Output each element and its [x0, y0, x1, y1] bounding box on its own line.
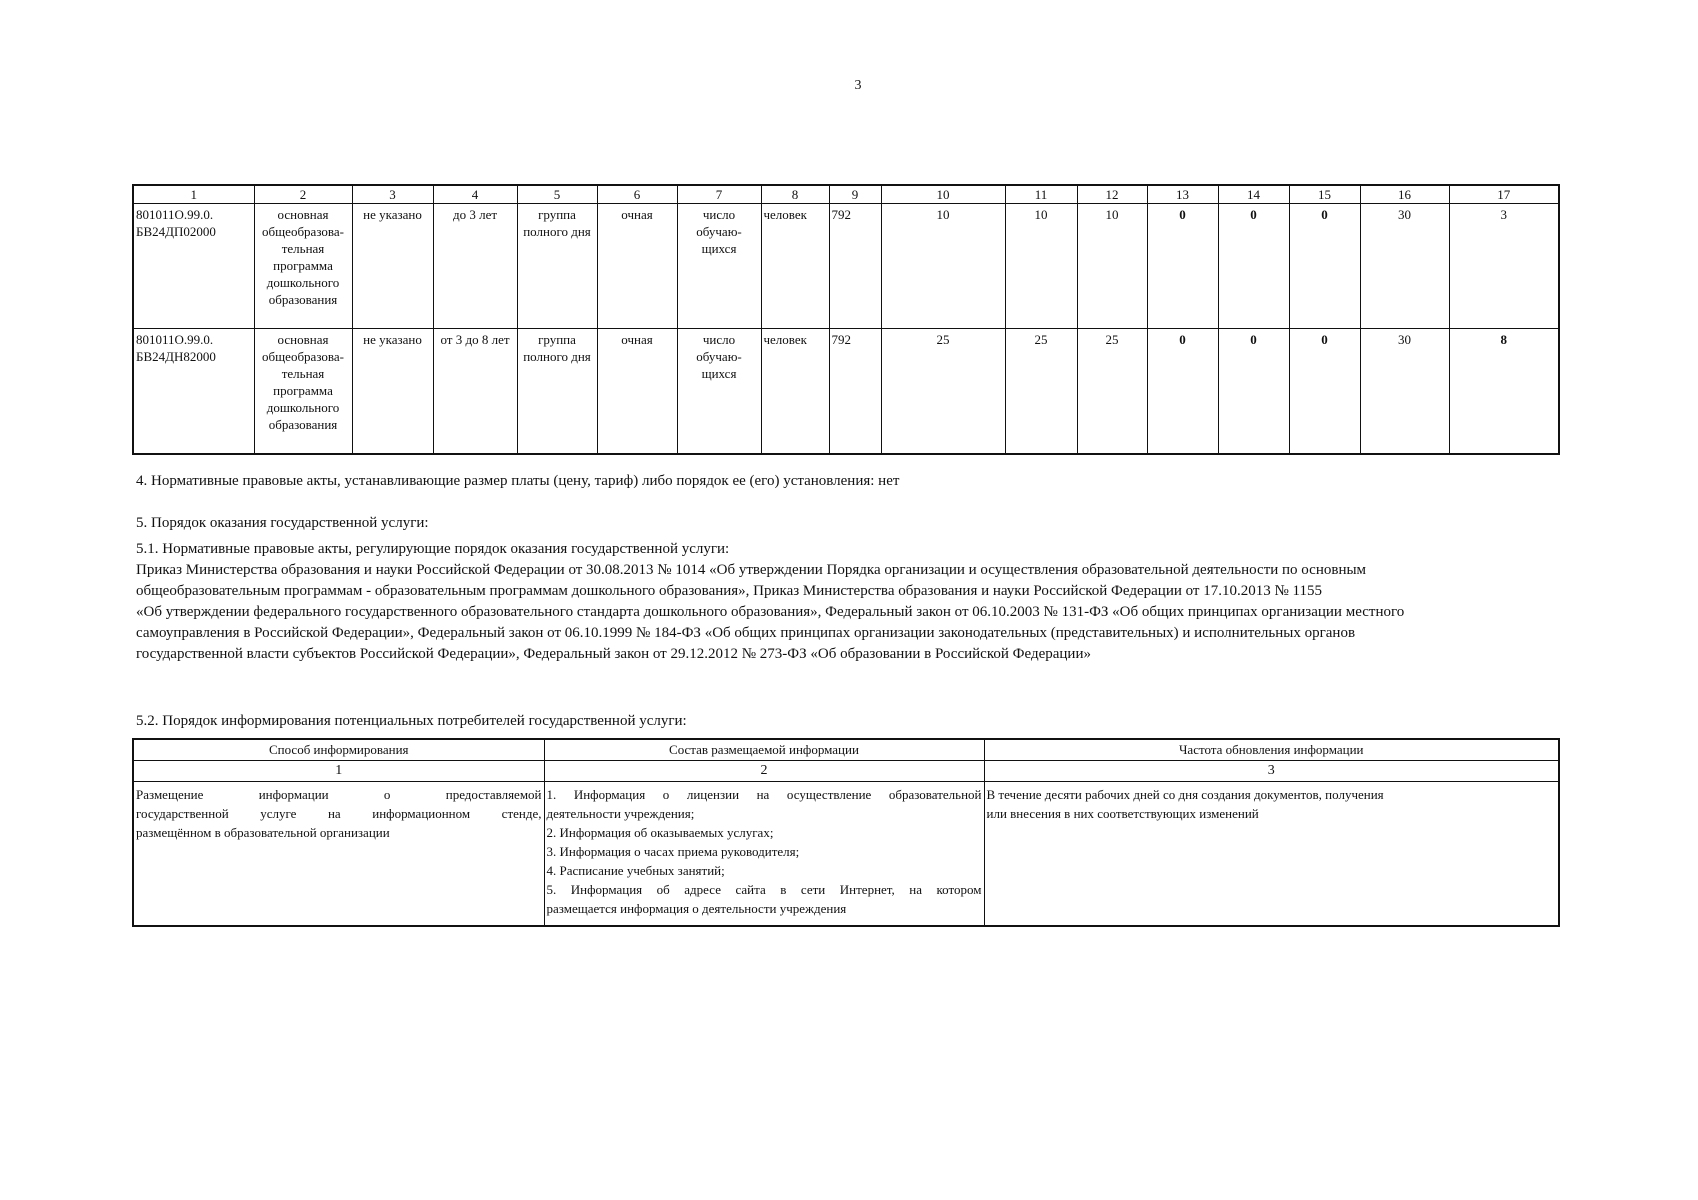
frequency-cell [984, 782, 1559, 927]
value-cell: 3 [1449, 204, 1559, 329]
section-4-text: 4. Нормативные правовые акты, устанавливающие размер платы (цену, тариф) либо порядок ее (его) установления: нет [136, 473, 900, 489]
column-number: 12 [1077, 185, 1147, 204]
registry-code-line: 801011О.99.0. [136, 332, 214, 347]
program-line: дошкольного [266, 275, 340, 290]
column-number: 8 [761, 185, 829, 204]
okei-cell: 792 [829, 329, 881, 455]
column-number: 3 [352, 185, 433, 204]
column-number: 1 [133, 185, 254, 204]
form-cell: очная [597, 329, 677, 455]
column-header: Состав размещаемой информации [544, 739, 984, 761]
content-line: размещается информация о деятельности учреждения [546, 901, 847, 916]
value-cell: 0 [1147, 329, 1218, 455]
column-number: 13 [1147, 185, 1218, 204]
indicator-line: щихся [701, 241, 737, 256]
column-number: 6 [597, 185, 677, 204]
program-line: дошкольного [266, 400, 340, 415]
registry-code-cell [133, 329, 254, 455]
method-line: государственной услуге на информационном стенде, [136, 806, 542, 821]
column-number: 1 [133, 761, 544, 782]
age-cell: до 3 лет [433, 204, 517, 329]
column-number: 2 [254, 185, 352, 204]
column-number: 4 [433, 185, 517, 204]
group-cell [517, 329, 597, 455]
column-number: 17 [1449, 185, 1559, 204]
column-numbers-row [133, 761, 1559, 782]
content-cell [544, 782, 984, 927]
value-cell: 0 [1147, 204, 1218, 329]
value-cell: 0 [1289, 204, 1360, 329]
column-number: 3 [984, 761, 1559, 782]
column-number: 2 [544, 761, 984, 782]
column-number: 10 [881, 185, 1005, 204]
frequency-line: В течение десяти рабочих дней со дня создания документов, получения [986, 787, 1384, 802]
frequency-line: или внесения в них соответствующих изменений [986, 806, 1259, 821]
value-cell: 30 [1360, 204, 1449, 329]
legal-acts-line: общеобразовательным программам - образовательным программам дошкольного образования», Приказ Министерства образования и науки Российской Федерации от 17.10.2013 № 1155 [136, 583, 1322, 599]
legal-acts-line: Приказ Министерства образования и науки Российской Федерации от 30.08.2013 № 1014 «Об утверждении Порядка организации и осуществления образовательной деятельности по основным [136, 562, 1367, 578]
indicator-line: щихся [701, 366, 737, 381]
column-number: 5 [517, 185, 597, 204]
group-cell [517, 204, 597, 329]
program-line: программа [273, 258, 333, 273]
column-number: 11 [1005, 185, 1077, 204]
method-line: Размещение информации о предоставляемой [136, 787, 542, 802]
program-cell [254, 329, 352, 455]
value-cell: 10 [1005, 204, 1077, 329]
value-cell: 0 [1218, 329, 1289, 455]
program-line: программа [273, 383, 333, 398]
legal-acts-line: государственной власти субъектов Российской Федерации», Федеральный закон от 29.12.2012 № 273-ФЗ «Об образовании в Российской Федерации» [136, 646, 1091, 662]
column-number: 16 [1360, 185, 1449, 204]
legal-acts-line: самоуправления в Российской Федерации», Федеральный закон от 06.10.1999 № 184-ФЗ «Об общих принципах организации законодательных (представительных) и исполнительных органов [136, 625, 1356, 641]
group-line: группа [538, 207, 576, 222]
value-cell: 0 [1289, 329, 1360, 455]
program-line: тельная [281, 366, 325, 381]
indicator-line: обучаю- [696, 224, 742, 239]
table-row [133, 782, 1559, 927]
column-number: 7 [677, 185, 761, 204]
age-cell: от 3 до 8 лет [433, 329, 517, 455]
content-line: 4. Расписание учебных занятий; [546, 863, 725, 878]
okei-cell: 792 [829, 204, 881, 329]
column-number: 15 [1289, 185, 1360, 204]
value-cell: 25 [1005, 329, 1077, 455]
table-row [133, 204, 1559, 329]
registry-code-line: БВ24ДН82000 [136, 349, 216, 364]
value-cell: 0 [1218, 204, 1289, 329]
column-header: Частота обновления информации [984, 739, 1559, 761]
program-cell [254, 204, 352, 329]
table-row [133, 329, 1559, 455]
value-cell: 30 [1360, 329, 1449, 455]
content-line: 2. Информация об оказываемых услугах; [546, 825, 774, 840]
column-number: 14 [1218, 185, 1289, 204]
section-5-2-heading: 5.2. Порядок информирования потенциальных потребителей государственной услуги: [136, 713, 687, 729]
group-line: полного дня [523, 224, 591, 239]
program-line: тельная [281, 241, 325, 256]
indicator-line: число [702, 207, 736, 222]
indicator-cell [677, 204, 761, 329]
program-line: общеобразова- [262, 224, 344, 239]
indicator-line: обучаю- [696, 349, 742, 364]
table-cell: не указано [352, 204, 433, 329]
column-header: Способ информирования [133, 739, 544, 761]
column-number: 9 [829, 185, 881, 204]
method-line: размещённом в образовательной организации [136, 825, 390, 840]
form-cell: очная [597, 204, 677, 329]
program-line: общеобразова- [262, 349, 344, 364]
program-line: основная [277, 332, 329, 347]
program-line: образования [268, 292, 338, 307]
program-line: образования [268, 417, 338, 432]
registry-code-cell [133, 204, 254, 329]
registry-code-line: 801011О.99.0. [136, 207, 214, 222]
table-cell: не указано [352, 329, 433, 455]
group-line: группа [538, 332, 576, 347]
unit-cell: человек [761, 329, 829, 455]
value-cell: 10 [881, 204, 1005, 329]
content-line: 5. Информация об адресе сайта в сети Интернет, на котором [546, 882, 982, 897]
value-cell: 25 [881, 329, 1005, 455]
content-line: 1. Информация о лицензии на осуществление образовательной [546, 787, 982, 802]
section-5-heading: 5. Порядок оказания государственной услуги: [136, 515, 429, 531]
group-line: полного дня [523, 349, 591, 364]
section-5-1-heading: 5.1. Нормативные правовые акты, регулирующие порядок оказания государственной услуги: [136, 541, 730, 557]
value-cell: 8 [1449, 329, 1559, 455]
method-cell [133, 782, 544, 927]
table-header-row [133, 739, 1559, 761]
value-cell: 25 [1077, 329, 1147, 455]
registry-code-line: БВ24ДП02000 [136, 224, 216, 239]
content-line: деятельности учреждения; [546, 806, 695, 821]
indicator-line: число [702, 332, 736, 347]
volume-indicators-table [132, 184, 1560, 455]
page-number: 3 [854, 78, 862, 93]
indicator-cell [677, 329, 761, 455]
content-line: 3. Информация о часах приема руководителя; [546, 844, 800, 859]
informing-table [132, 738, 1560, 927]
value-cell: 10 [1077, 204, 1147, 329]
legal-acts-line: «Об утверждении федерального государственного образовательного стандарта дошкольного образования», Федеральный закон от 06.10.2003 № 131-ФЗ «Об общих принципах организации местного [136, 604, 1405, 620]
column-numbers-row [133, 185, 1559, 204]
unit-cell: человек [761, 204, 829, 329]
program-line: основная [277, 207, 329, 222]
